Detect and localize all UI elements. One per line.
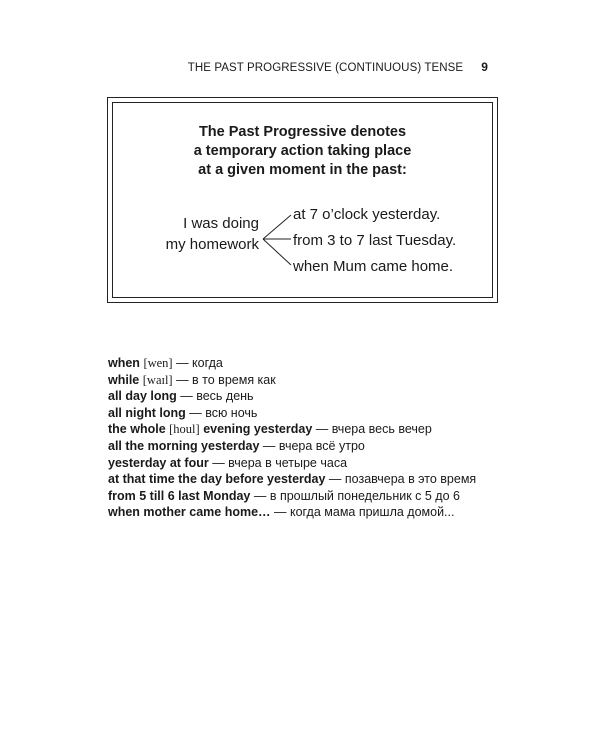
vocab-row <box>108 388 476 405</box>
vocab-word: when <box>108 356 140 370</box>
branch-lines-icon <box>261 209 293 269</box>
vocab-word: evening yesterday <box>203 422 313 437</box>
vocab-word: all night long <box>108 405 186 420</box>
vocab-row <box>108 405 476 422</box>
vocab-translation: — вчера в четыре часа <box>208 455 348 470</box>
time-expression-3: when Mum came home. <box>293 258 454 275</box>
vocab-row <box>108 355 476 372</box>
vocab-transcription: [waɪl] <box>142 372 173 387</box>
vocab-row <box>108 471 476 488</box>
vocab-translation: — вчера всё утро <box>259 438 365 453</box>
vocab-translation: — в то время как <box>172 372 276 387</box>
page-number: 9 <box>481 60 488 74</box>
vocab-row <box>108 421 476 438</box>
vocab-row <box>108 438 476 455</box>
time-expression-1: at 7 o’clock yesterday. <box>293 206 441 223</box>
vocab-word: at that time the day before yesterday <box>108 472 326 487</box>
rule-box-inner <box>112 102 493 298</box>
vocab-word: all day long <box>108 389 177 404</box>
subject-line-1: I was doing <box>183 215 259 232</box>
rule-box <box>107 97 498 303</box>
vocab-translation: — когда <box>172 356 223 370</box>
vocab-transcription: [houl] <box>169 422 200 437</box>
vocab-word: yesterday at four <box>108 455 209 470</box>
rule-line-3: at a given moment in the past: <box>198 162 407 178</box>
vocab-row <box>108 504 476 521</box>
vocab-translation: — вчера весь вечер <box>312 422 432 437</box>
vocab-word: when mother came home… <box>108 505 271 520</box>
example-subject <box>149 213 259 255</box>
vocab-translation: — всю ночь <box>185 405 258 420</box>
subject-line-2: my homework <box>165 236 259 253</box>
vocab-translation: — весь день <box>176 389 254 404</box>
vocab-word: from 5 till 6 last Monday <box>108 488 251 503</box>
vocab-translation: — позавчера в это время <box>325 472 477 487</box>
vocab-row <box>108 455 476 472</box>
vocab-translation: — когда мама пришла домой... <box>270 505 455 520</box>
header-title: THE PAST PROGRESSIVE (CONTINUOUS) TENSE <box>187 62 464 74</box>
vocab-transcription: [wen] <box>143 356 173 370</box>
vocab-word: all the morning yesterday <box>108 438 260 453</box>
vocab-row <box>108 488 476 505</box>
rule-statement <box>113 123 492 180</box>
rule-line-1: The Past Progressive denotes <box>198 124 407 140</box>
vocab-translation: — в прошлый понедельник с 5 до 6 <box>250 488 460 503</box>
vocab-word: while <box>108 372 140 387</box>
vocabulary-list <box>108 355 476 521</box>
vocab-word-prefix: the whole <box>108 422 166 437</box>
vocab-row <box>108 372 476 389</box>
running-header <box>188 60 488 74</box>
rule-line-2: a temporary action taking place <box>193 143 412 159</box>
time-expressions <box>293 202 456 280</box>
time-expression-2: from 3 to 7 last Tuesday. <box>293 232 457 249</box>
